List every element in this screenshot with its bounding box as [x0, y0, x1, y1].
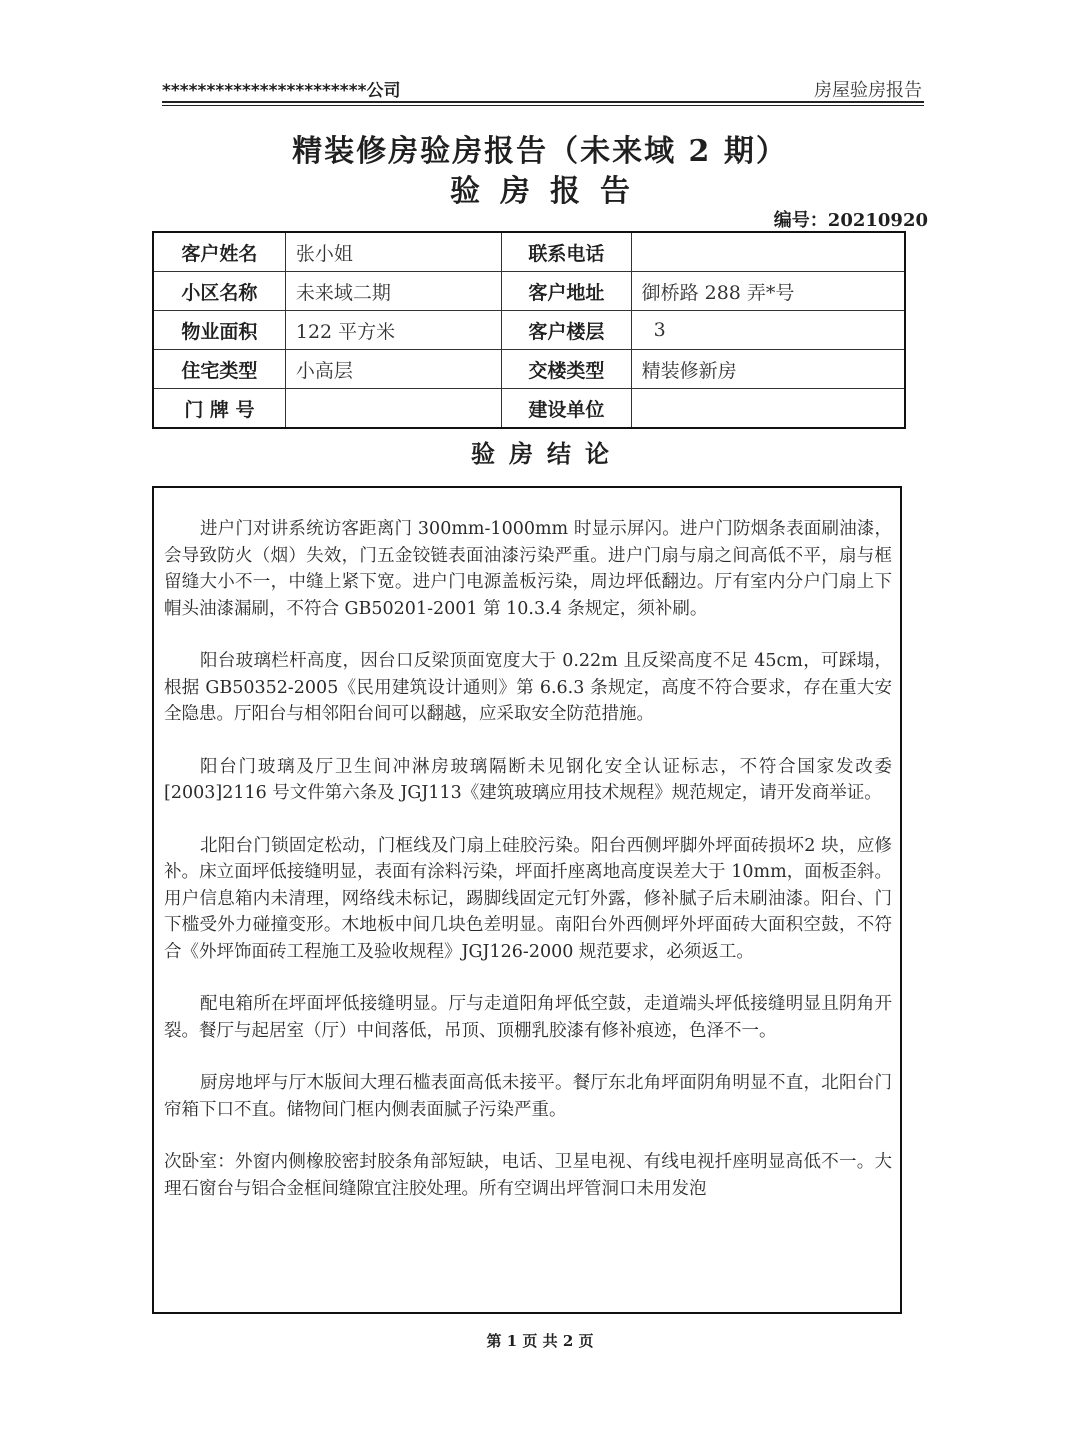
label-housing-type: 住宅类型 [153, 350, 285, 389]
header-doc-type: 房屋验房报告 [814, 80, 922, 101]
value-floor: 3 [631, 311, 905, 350]
conclusion-heading: 验房结论 [471, 439, 623, 468]
label-phone: 联系电话 [502, 232, 631, 272]
label-door-number: 门 牌 号 [153, 389, 285, 429]
report-title: 精装修房验房报告（未来域 2 期） [292, 134, 788, 169]
conclusion-paragraph: 北阳台门锁固定松动，门框线及门扇上硅胶污染。阳台西侧坪脚外坪面砖损坏2 块，应修补。床立面坪低接缝明显，表面有涂料污染，坪面扦座离地高度误差大于 10mm，面板歪斜。用户信息箱内未清理，网络线未标记，踢脚线固定元钉外露，修补腻子后未刷油漆。阳台、门下槛受外力碰撞变形。木地板中间几块色差明显。南阳台外西侧坪外坪面砖大面积空鼓，不符合《外坪饰面砖工程施工及验收规程》JGJ126-2000 规范要求，必须返工。 [164, 835, 892, 962]
value-delivery-type: 精装修新房 [631, 350, 905, 389]
conclusion-paragraph: 厨房地坪与厅木版间大理石槛表面高低未接平。餐厅东北角坪面阴角明显不直，北阳台门帘箱下口不直。储物间门框内侧表面腻子污染严重。 [164, 1073, 892, 1120]
conclusion-paragraph: 进户门对讲系统访客距离门 300mm-1000mm 时显示屏闪。进户门防烟条表面刷油漆，会导致防火（烟）失效，门五金铰链表面油漆污染严重。进户门扇与扇之间高低不平，扇与框留缝大小不一，中缝上紧下宽。进户门电源盖板污染，周边坪低翻边。厅有室内分户门扇上下帽头油漆漏刷，不符合 GB50201-2001 第 10.3.4 条规定，须补刷。 [164, 519, 892, 619]
value-housing-type: 小高层 [285, 350, 501, 389]
conclusion-paragraph: 次卧室：外窗内侧橡胶密封胶条角部短缺，电话、卫星电视、有线电视扦座明显高低不一。大理石窗台与铝合金框间缝隙宜注胶处理。所有空调出坪管洞口未用发泡 [164, 1152, 892, 1199]
report-subtitle: 验房报告 [450, 174, 650, 209]
value-phone [631, 232, 905, 272]
company-name: ***********************公司 [162, 81, 401, 101]
label-area: 物业面积 [153, 311, 285, 350]
customer-info-table [152, 231, 906, 429]
page-indicator: 第 1 页 共 2 页 [486, 1332, 594, 1350]
label-address: 客户地址 [502, 272, 631, 311]
header-rule [162, 101, 924, 106]
conclusion-paragraph: 配电箱所在坪面坪低接缝明显。厅与走道阳角坪低空鼓，走道端头坪低接缝明显且阴角开裂。餐厅与起居室（厅）中间落低，吊顶、顶棚乳胶漆有修补痕迹，色泽不一。 [164, 994, 892, 1041]
label-customer-name: 客户姓名 [153, 232, 285, 272]
table-row [153, 272, 905, 311]
value-builder [631, 389, 905, 429]
label-floor: 客户楼层 [502, 311, 631, 350]
label-delivery-type: 交楼类型 [502, 350, 631, 389]
table-row [153, 311, 905, 350]
table-row [153, 350, 905, 389]
table-row [153, 232, 905, 272]
table-row [153, 389, 905, 429]
value-door-number [285, 389, 501, 429]
conclusion-box [152, 486, 902, 1314]
label-builder: 建设单位 [502, 389, 631, 429]
value-community: 未来域二期 [285, 272, 501, 311]
value-area: 122 平方米 [285, 311, 501, 350]
conclusion-paragraph: 阳台门玻璃及厅卫生间冲淋房玻璃隔断未见钢化安全认证标志，不符合国家发改委[2003]2116 号文件第六条及 JGJ113《建筑玻璃应用技术规程》规范规定，请开发商举证。 [164, 756, 892, 803]
value-customer-name: 张小姐 [285, 232, 501, 272]
conclusion-paragraph: 阳台玻璃栏杆高度，因台口反梁顶面宽度大于 0.22m 且反梁高度不足 45cm，可踩塌，根据 GB50352-2005《民用建筑设计通则》第 6.6.3 条规定，高度不符合要求，存在重大安全隐患。厅阳台与相邻阳台间可以翻越，应采取安全防范措施。 [164, 651, 892, 724]
value-address: 御桥路 288 弄*号 [631, 272, 905, 311]
label-community: 小区名称 [153, 272, 285, 311]
report-number: 编号：20210920 [773, 210, 928, 231]
